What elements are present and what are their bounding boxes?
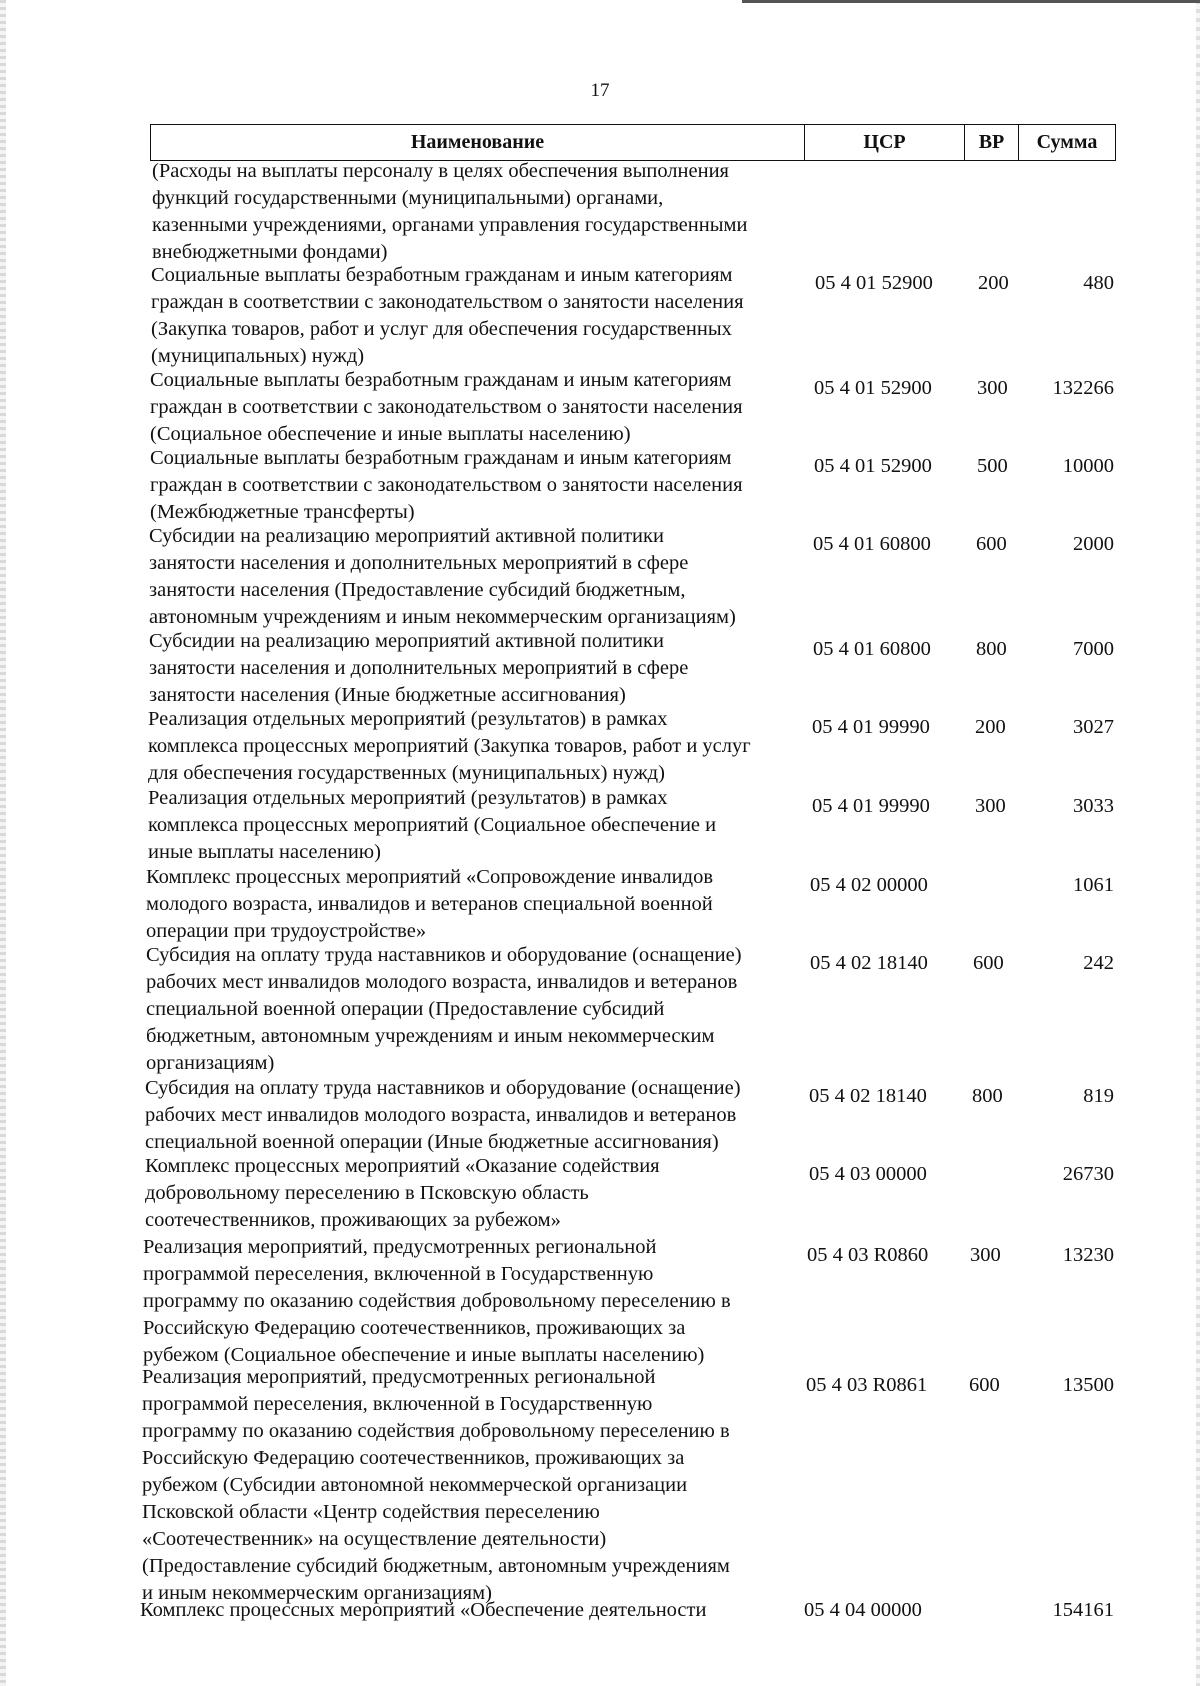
header-sum: Сумма: [1036, 131, 1098, 153]
row-sum: 242: [1083, 952, 1114, 974]
row-name: Социальные выплаты безработным гражданам и иным категориям граждан в соответствии с законодательством о занятости населения (Межбюджетные трансферты): [150, 447, 743, 523]
row-sum: 13500: [1062, 1374, 1114, 1396]
table-header: [150, 124, 1116, 161]
row-sum: 1061: [1073, 874, 1114, 896]
row-sum: 10000: [1062, 455, 1114, 477]
row-vr: 800: [976, 638, 1007, 660]
row-csr: 05 4 01 99990: [812, 716, 930, 738]
row-name: Реализация мероприятий, предусмотренных региональной программой переселения, включенной в Государственную программу по оказанию содействия добровольному переселению в Российскую Федерацию соотечественников, проживающих за рубежом (Социальное обеспечение и иные выплаты населению): [143, 1236, 731, 1366]
row-vr: 600: [969, 1374, 1000, 1396]
row-csr: 05 4 01 99990: [812, 795, 930, 817]
row-csr: 05 4 01 60800: [813, 533, 931, 555]
row-csr: 05 4 03 R0860: [807, 1244, 929, 1266]
row-name: Комплекс процессных мероприятий «Обеспечение деятельности: [140, 1599, 707, 1621]
row-name: Комплекс процессных мероприятий «Сопровождение инвалидов молодого возраста, инвалидов и ветеранов специальной военной операции при трудоустройстве»: [146, 866, 714, 942]
header-vr: ВР: [965, 125, 1019, 160]
row-sum: 13230: [1062, 1244, 1114, 1266]
page-number: 17: [590, 80, 610, 101]
row-csr: 05 4 03 R0861: [806, 1374, 928, 1396]
row-sum: 7000: [1073, 638, 1114, 660]
header-csr: ЦСР: [805, 125, 965, 160]
header-name: Наименование: [151, 125, 805, 160]
scan-edge-left: [0, 0, 6, 1686]
row-csr: 05 4 01 52900: [814, 455, 932, 477]
row-csr: 05 4 01 60800: [813, 638, 931, 660]
row-vr: 200: [978, 272, 1009, 294]
row-vr: 500: [977, 455, 1008, 477]
row-vr: 600: [976, 533, 1007, 555]
row-name: Реализация отдельных мероприятий (результатов) в рамках комплекса процессных мероприятий (Закупка товаров, работ и услуг для обеспечения государственных (муниципальных) нужд): [148, 708, 751, 784]
row-sum: 3027: [1073, 716, 1114, 738]
row-name: Социальные выплаты безработным гражданам и иным категориям граждан в соответствии с законодательством о занятости населения (Социальное обеспечение и иные выплаты населению): [150, 369, 743, 445]
row-sum: 819: [1083, 1085, 1114, 1107]
row-name: Субсидии на реализацию мероприятий активной политики занятости населения и дополнительных мероприятий в сфере занятости населения (Иные бюджетные ассигнования): [149, 630, 689, 706]
row-vr: 300: [977, 377, 1008, 399]
row-name: (Расходы на выплаты персоналу в целях обеспечения выполнения функций государственными (муниципальными) органами, казенными учреждениями, органами управления государственными внебюджетными фондами): [152, 160, 748, 263]
row-sum: 480: [1083, 272, 1114, 294]
scan-edge-right: [1196, 0, 1200, 1686]
row-sum: 26730: [1062, 1163, 1114, 1185]
row-name: Комплекс процессных мероприятий «Оказание содействия добровольному переселению в Псковскую область соотечественников, проживающих за рубежом»: [145, 1155, 660, 1231]
row-vr: 600: [973, 952, 1004, 974]
row-name: Реализация мероприятий, предусмотренных региональной программой переселения, включенной в Государственную программу по оказанию содействия добровольному переселению в Российскую Федерацию соотечественников, проживающих за рубежом (Субсидии автономной некоммерческой организации Псковской области «Центр содействия переселению «Соотечественник» на осуществление деятельности) (Предоставление субсидий бюджетным, автономным учреждениям и иным некоммерческим организациям): [142, 1366, 730, 1604]
row-csr: 05 4 01 52900: [814, 377, 932, 399]
row-name: Субсидия на оплату труда наставников и оборудование (оснащение) рабочих мест инвалидов молодого возраста, инвалидов и ветеранов специальной военной операции (Иные бюджетные ассигнования): [145, 1077, 741, 1153]
row-vr: 800: [972, 1085, 1003, 1107]
row-vr: 200: [975, 716, 1006, 738]
row-sum: 3033: [1073, 795, 1114, 817]
row-vr: 300: [975, 795, 1006, 817]
row-csr: 05 4 01 52900: [815, 272, 933, 294]
row-name: Социальные выплаты безработным гражданам и иным категориям граждан в соответствии с законодательством о занятости населения (Закупка товаров, работ и услуг для обеспечения государственных (муниципальных) нужд): [151, 264, 744, 367]
row-name: Субсидия на оплату труда наставников и оборудование (оснащение) рабочих мест инвалидов молодого возраста, инвалидов и ветеранов специальной военной операции (Предоставление субсидий бюджетным, автономным учреждениям и иным некоммерческим организациям): [146, 944, 742, 1074]
row-name: Реализация отдельных мероприятий (результатов) в рамках комплекса процессных мероприятий (Социальное обеспечение и иные выплаты населению): [148, 787, 717, 863]
row-csr: 05 4 04 00000: [804, 1599, 922, 1621]
row-csr: 05 4 02 18140: [810, 952, 928, 974]
scan-top-line: [742, 0, 1200, 3]
row-csr: 05 4 02 18140: [809, 1085, 927, 1107]
row-sum: 132266: [1052, 377, 1114, 399]
row-sum: 2000: [1073, 533, 1114, 555]
row-csr: 05 4 03 00000: [809, 1163, 927, 1185]
row-sum: 154161: [1052, 1599, 1114, 1621]
row-csr: 05 4 02 00000: [810, 874, 928, 896]
row-vr: 300: [970, 1244, 1001, 1266]
row-name: Субсидии на реализацию мероприятий активной политики занятости населения и дополнительных мероприятий в сфере занятости населения (Предоставление субсидий бюджетным, автономным учреждениям и иным некоммерческим организациям): [149, 525, 736, 628]
